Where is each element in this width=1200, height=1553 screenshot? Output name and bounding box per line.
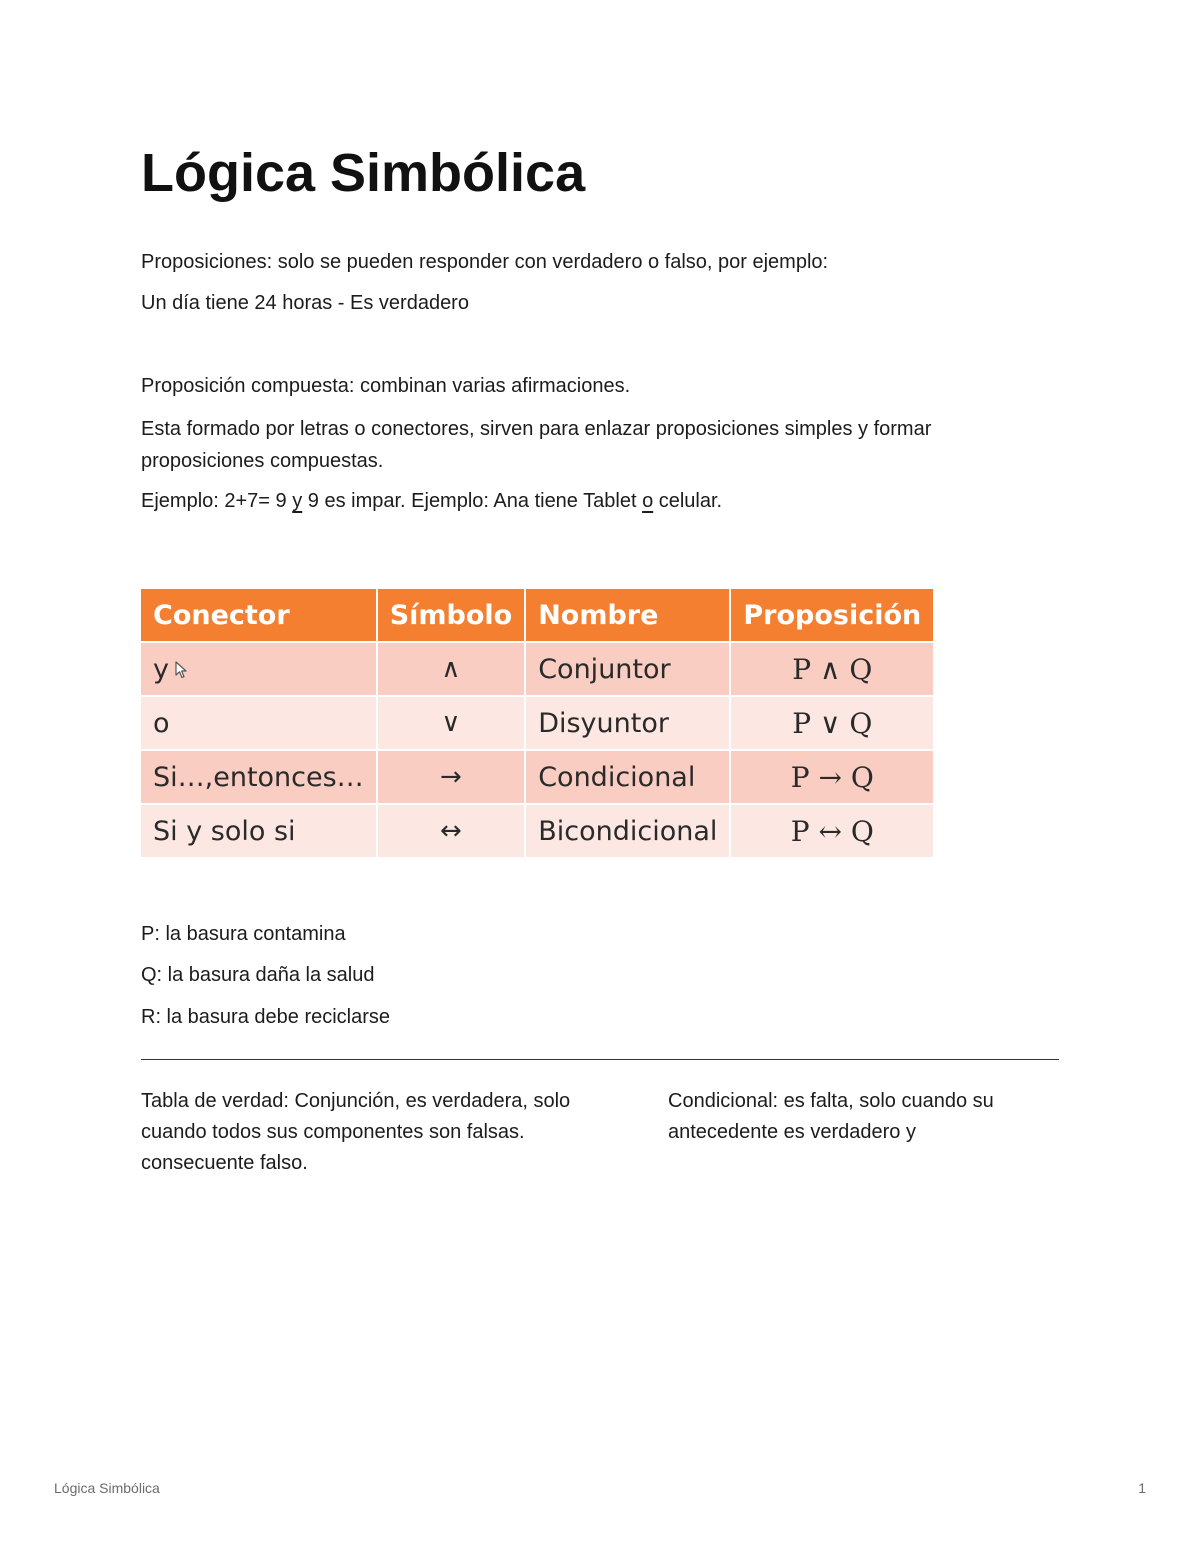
cell-simbolo: → bbox=[378, 751, 527, 805]
horizontal-divider bbox=[141, 1059, 1059, 1060]
cell-conector: Si y solo si bbox=[141, 805, 378, 859]
paragraph-examples bbox=[141, 485, 722, 517]
cell-conector bbox=[141, 643, 378, 697]
example-underlined-o: o bbox=[642, 490, 654, 512]
column-right-conditional: Condicional: es falta, solo cuando su antecedente es verdadero y bbox=[668, 1090, 994, 1143]
header-simbolo: Símbolo bbox=[378, 589, 527, 643]
paragraph-connectors: Esta formado por letras o conectores, sirven para enlazar proposiciones simples y formar proposiciones compuestas. bbox=[141, 418, 932, 472]
cell-proposicion: P → Q bbox=[731, 751, 933, 805]
connectors-table bbox=[141, 589, 933, 859]
cell-nombre: Conjuntor bbox=[526, 643, 731, 697]
cell-nombre: Bicondicional bbox=[526, 805, 731, 859]
mouse-cursor-icon bbox=[175, 661, 189, 679]
cell-simbolo: ↔ bbox=[378, 805, 527, 859]
cell-nombre: Disyuntor bbox=[526, 697, 731, 751]
example-text-e: celular. bbox=[653, 490, 723, 512]
proposition-q: Q: la basura daña la salud bbox=[141, 964, 375, 986]
cell-nombre: Condicional bbox=[526, 751, 731, 805]
table-row bbox=[141, 805, 933, 859]
footer-title: Lógica Simbólica bbox=[54, 1480, 160, 1496]
cell-simbolo: ∨ bbox=[378, 697, 527, 751]
column-left-truth-table: Tabla de verdad: Conjunción, es verdadera, solo cuando todos sus componentes son falsas. consecuente falso. bbox=[141, 1090, 571, 1174]
cell-proposicion: P ∨ Q bbox=[731, 697, 933, 751]
footer-page-number: 1 bbox=[1138, 1480, 1146, 1496]
cell-conector: Si…,entonces… bbox=[141, 751, 378, 805]
table-header-row bbox=[141, 589, 933, 643]
paragraph-example-day: Un día tiene 24 horas - Es verdadero bbox=[141, 292, 469, 314]
page-title: Lógica Simbólica bbox=[141, 143, 586, 203]
example-underlined-y: y bbox=[292, 490, 303, 512]
cell-proposicion: P ↔ Q bbox=[731, 805, 933, 859]
table-row bbox=[141, 643, 933, 697]
cell-simbolo: ∧ bbox=[378, 643, 527, 697]
cell-conector-text: y bbox=[153, 653, 169, 685]
cell-proposicion: P ∧ Q bbox=[731, 643, 933, 697]
table-row bbox=[141, 697, 933, 751]
header-conector: Conector bbox=[141, 589, 378, 643]
header-proposicion: Proposición bbox=[731, 589, 933, 643]
proposition-r: R: la basura debe reciclarse bbox=[141, 1006, 391, 1028]
table-row bbox=[141, 751, 933, 805]
example-text-c: 9 es impar. Ejemplo: Ana tiene Tablet bbox=[302, 490, 643, 512]
header-nombre: Nombre bbox=[526, 589, 731, 643]
example-text-a: Ejemplo: 2+7= 9 bbox=[141, 490, 293, 512]
paragraph-compound: Proposición compuesta: combinan varias afirmaciones. bbox=[141, 375, 631, 397]
cell-conector: o bbox=[141, 697, 378, 751]
paragraph-propositions: Proposiciones: solo se pueden responder con verdadero o falso, por ejemplo: bbox=[141, 251, 829, 273]
proposition-p: P: la basura contamina bbox=[141, 923, 346, 945]
